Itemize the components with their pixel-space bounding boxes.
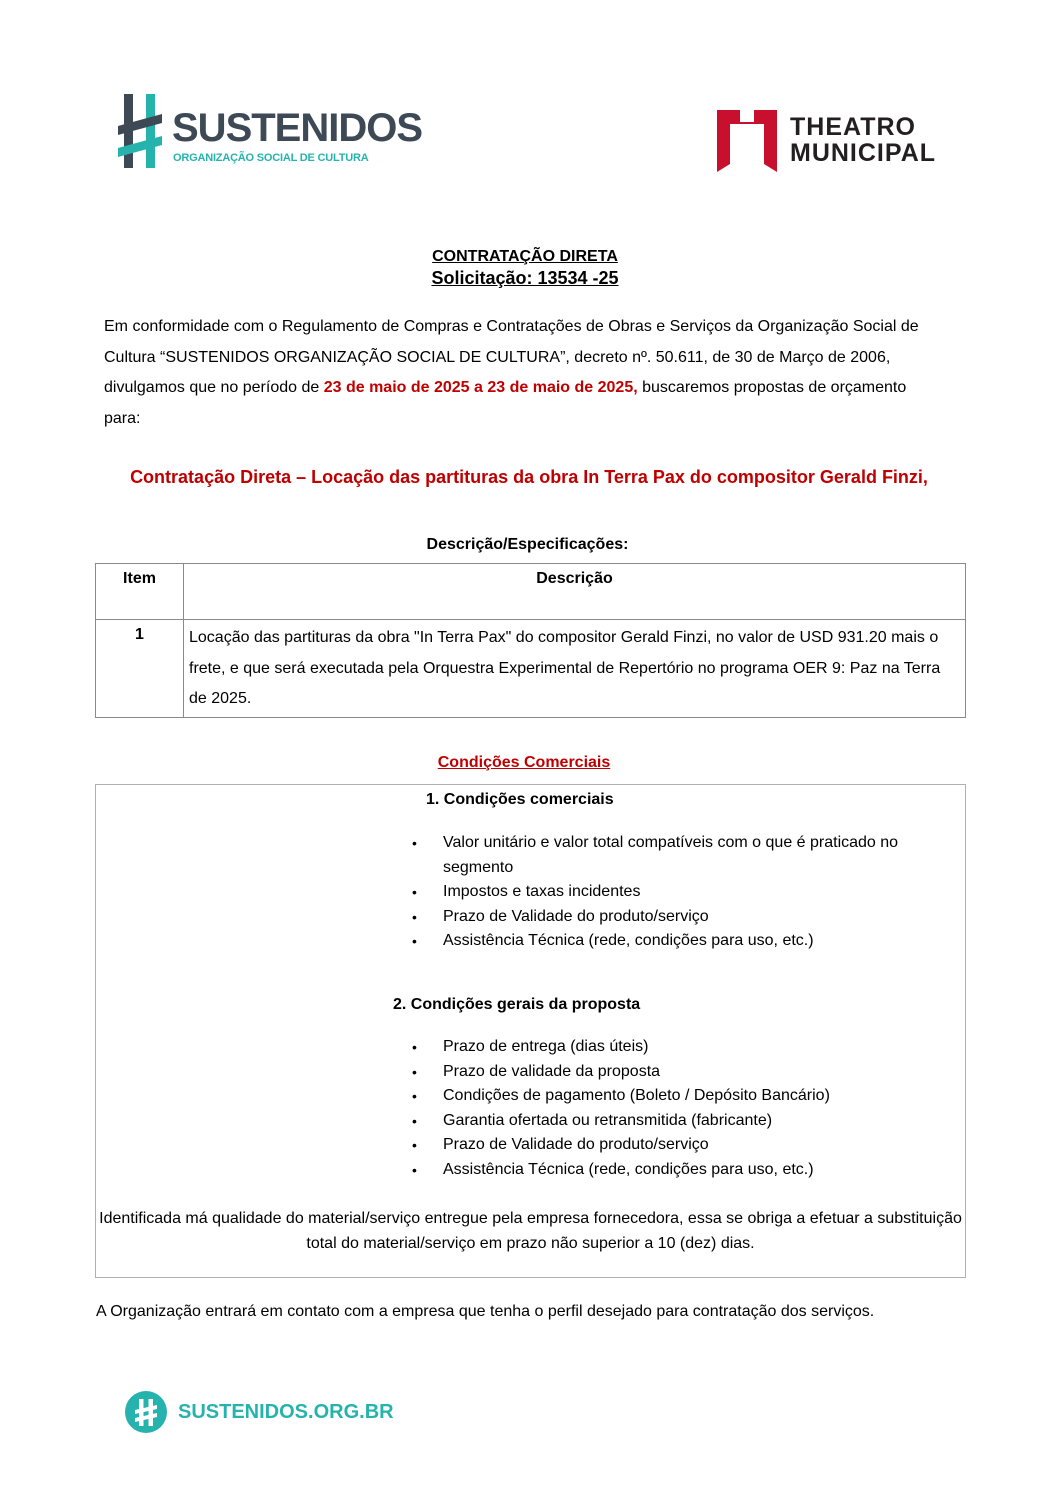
sustenidos-subtitle: ORGANIZAÇÃO SOCIAL DE CULTURA [173,152,369,164]
list-item: • Prazo de Validade do produto/serviço [412,905,963,930]
sustenidos-logo [116,92,423,172]
intro-text-start: Em conformidade com o Regulamento de Compras e Contratações de Obras e Serviços da Organização Social de Cultura “SUSTENIDOS ORGANIZAÇÃO SOCIAL DE CULTURA”, decreto nº. 50.611, de 30 de Março de 2006, divulgamos que no período de [104,318,919,396]
request-number: Solicitação: 13534 -25 [431,268,619,288]
theatro-arch-icon [714,106,780,176]
object-title: Contratação Direta – Locação das partituras da obra In Terra Pax do compositor Gerald Finzi, [130,467,928,487]
list-item: • Garantia ofertada ou retransmitida (fabricante) [412,1109,963,1134]
sustenidos-wordmark [172,106,422,151]
intro-period: 23 de maio de 2025 a 23 de maio de 2025, [323,379,638,396]
table-row [96,620,966,718]
theatro-wordmark [790,114,936,166]
section2-title: 2. Condições gerais da proposta [393,996,641,1013]
intro-text-end: buscaremos propostas de orçamento para: [104,379,907,427]
list-item: • Impostos e taxas incidentes [412,880,963,905]
section2-list [412,1035,963,1182]
list-item: • Valor unitário e valor total compatíveis com o que é praticado no segmento [412,831,963,880]
document-title: CONTRATAÇÃO DIRETA [432,248,618,265]
theatro-municipal-logo [714,106,954,176]
section1-title: 1. Condições comerciais [426,791,614,808]
column-header-item: Item [96,564,184,620]
item-number: 1 [96,620,184,718]
section1-list [412,831,963,954]
footer-site-link[interactable]: SUSTENIDOS.ORG.BR [178,1401,394,1423]
table-header-row [96,564,966,620]
specifications-heading: Descrição/Especificações: [426,536,629,553]
list-item: • Assistência Técnica (rede, condições para uso, etc.) [412,929,963,954]
sustenidos-wordmark-text: SUSTENIDOS [172,106,423,150]
commercial-conditions-heading: Condições Comerciais [437,754,611,771]
theatro-line1: THEATRO [790,113,916,141]
theatro-line2: MUNICIPAL [790,139,937,167]
conditions-box [95,784,966,1278]
item-description: Locação das partituras da obra "In Terra Pax" do compositor Gerald Finzi, no valor de USD 931.20 mais o frete, e que será executada pela Orquestra Experimental de Repertório no programa OER 9: Paz na Terra de 2025. [184,620,966,718]
list-item: • Condições de pagamento (Boleto / Depósito Bancário) [412,1084,963,1109]
closing-paragraph: A Organização entrará em contato com a empresa que tenha o perfil desejado para contratação dos serviços. [96,1303,875,1320]
list-item: • Assistência Técnica (rede, condições para uso, etc.) [412,1158,963,1183]
items-table [95,563,966,718]
intro-paragraph [104,312,944,434]
column-header-description: Descrição [184,564,966,620]
list-item: • Prazo de validade da proposta [412,1060,963,1085]
list-item: • Prazo de Validade do produto/serviço [412,1133,963,1158]
quality-note: Identificada má qualidade do material/serviço entregue pela empresa fornecedora, essa se obriga a efetuar a substituição total do material/serviço em prazo não superior a 10 (dez) dias. [99,1210,962,1252]
hash-circle-icon [124,1390,168,1434]
footer-logo [124,1390,394,1434]
list-item: • Prazo de entrega (dias úteis) [412,1035,963,1060]
